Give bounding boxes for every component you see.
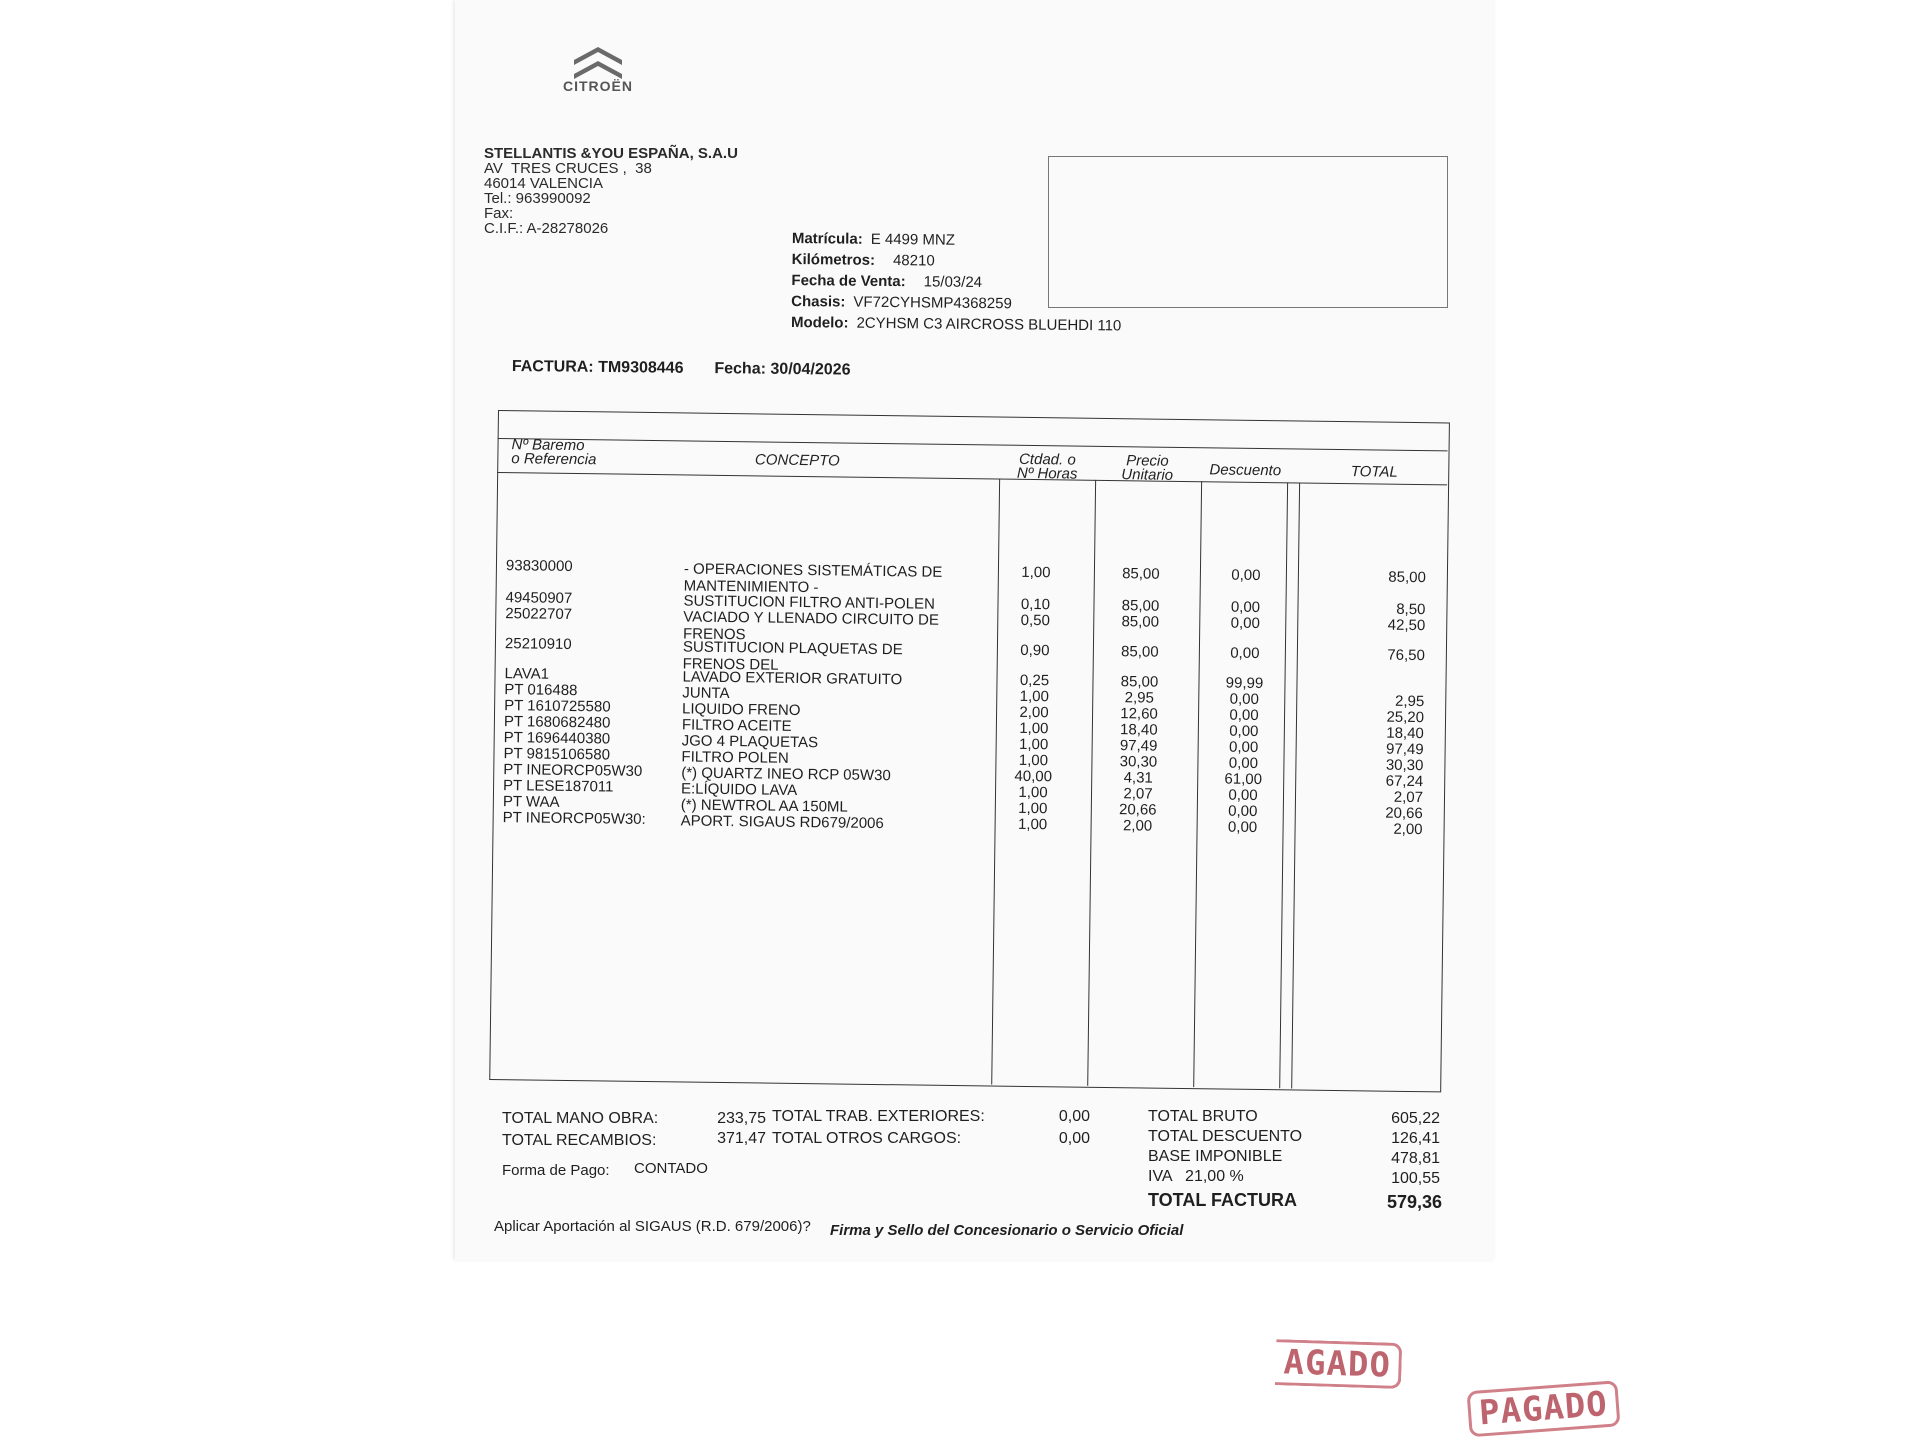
row-discount: 0,00	[1228, 738, 1259, 756]
row-concepto: APORT. SIGAUS RD679/2006	[680, 812, 884, 833]
double-chevron-icon	[570, 44, 626, 80]
row-total: 2,95	[1394, 692, 1425, 711]
company-city: 46014 VALENCIA	[484, 175, 603, 192]
row-ref: LAVA1	[504, 665, 550, 683]
row-total: 20,66	[1385, 804, 1423, 823]
paid-stamp-partial: AGADO	[1275, 1339, 1403, 1389]
row-discount: 0,00	[1228, 786, 1258, 804]
invoice-number: TM9308446	[598, 358, 684, 377]
total-trab-ext-label: TOTAL TRAB. EXTERIORES:	[772, 1108, 985, 1125]
row-total: 2,07	[1393, 788, 1424, 807]
company-address: AV TRES CRUCES , 38	[484, 160, 652, 177]
brand-name: CITROËN	[563, 78, 633, 94]
row-price: 4,31	[1123, 769, 1153, 787]
row-qty: 1,00	[1021, 563, 1051, 582]
row-total: 8,50	[1396, 600, 1426, 619]
row-total: 97,49	[1385, 740, 1424, 759]
row-price: 18,40	[1119, 721, 1158, 739]
row-ref: PT LESE187011	[502, 777, 614, 796]
paid-stamp: PAGADO	[1467, 1380, 1621, 1437]
total-factura: 579,36	[1386, 1192, 1442, 1212]
row-total	[1325, 677, 1425, 678]
row-concepto: (*) NEWTROL AA 150ML	[680, 796, 848, 816]
row-price: 2,95	[1124, 689, 1154, 707]
row-qty: 1,00	[1018, 735, 1049, 754]
row-total: 76,50	[1387, 646, 1425, 665]
row-concepto: VACIADO Y LLENADO CIRCUITO DE FRENOS	[682, 608, 940, 644]
company-name: STELLANTIS &YOU ESPAÑA, S.A.U	[484, 145, 738, 162]
company-cif: C.I.F.: A-28278026	[484, 220, 609, 237]
row-ref: PT WAA	[502, 793, 560, 811]
iva-amount: 100,55	[1391, 1170, 1440, 1187]
vehicle-km: Kilómetros: 48210	[791, 250, 935, 270]
total-otros: 0,00	[1058, 1130, 1090, 1147]
row-total: 42,50	[1387, 616, 1426, 635]
row-concepto: LIQUIDO FRENO	[681, 700, 801, 719]
row-total: 85,00	[1388, 568, 1426, 587]
row-ref: PT 9815106580	[503, 745, 611, 764]
company-tel: Tel.: 963990092	[484, 190, 591, 207]
row-qty: 40,00	[1014, 767, 1053, 786]
row-concepto: JUNTA	[682, 684, 730, 703]
vehicle-model: Modelo: 2CYHSM C3 AIRCROSS BLUEHDI 110	[790, 313, 1122, 335]
vehicle-sale-date: Fecha de Venta: 15/03/24	[791, 271, 983, 291]
row-price: 85,00	[1120, 673, 1159, 691]
vehicle-chassis: Chasis: VF72CYHSMP4368259	[791, 292, 1012, 313]
row-qty: 0,25	[1019, 671, 1050, 690]
invoice-header	[512, 358, 851, 380]
row-discount: 0,00	[1229, 690, 1259, 708]
row-concepto: - OPERACIONES SISTEMÁTICAS DE MANTENIMIENTO -	[683, 560, 943, 597]
payment-label: Forma de Pago:	[502, 1162, 610, 1179]
total-bruto: 605,22	[1391, 1110, 1440, 1127]
row-price: 20,66	[1118, 801, 1157, 819]
citroen-logo	[548, 44, 648, 94]
row-qty: 2,00	[1019, 703, 1049, 722]
row-total: 67,24	[1385, 772, 1424, 791]
row-ref: PT INEORCP05W30	[503, 761, 643, 780]
row-price: 2,00	[1122, 817, 1153, 835]
row-price: 85,00	[1121, 597, 1160, 615]
header-concepto: CONCEPTO	[754, 451, 840, 470]
header-discount: Descuento	[1209, 461, 1282, 480]
total-otros-label: TOTAL OTROS CARGOS:	[772, 1130, 962, 1147]
header-price: Precio Unitario	[1121, 452, 1174, 484]
row-price: 97,49	[1119, 737, 1158, 755]
row-discount: 61,00	[1224, 770, 1263, 789]
row-qty: 0,90	[1020, 641, 1050, 660]
row-ref: 25210910	[504, 635, 572, 653]
row-discount: 0,00	[1231, 566, 1261, 584]
iva-label: IVA 21,00 %	[1148, 1168, 1244, 1185]
total-mano-obra: 233,75	[717, 1110, 766, 1127]
row-qty: 0,50	[1020, 611, 1050, 630]
row-concepto: SUSTITUCION FILTRO ANTI-POLEN	[683, 592, 936, 613]
company-block	[484, 146, 738, 236]
row-price: 85,00	[1120, 643, 1159, 661]
row-ref: PT 016488	[504, 681, 578, 700]
row-qty: 1,00	[1019, 719, 1049, 738]
row-discount: 0,00	[1229, 706, 1259, 724]
sigaus-question: Aplicar Aportación al SIGAUS (R.D. 679/2006)?	[494, 1218, 811, 1235]
row-discount: 0,00	[1228, 802, 1258, 820]
row-discount: 0,00	[1230, 598, 1261, 616]
row-ref: PT 1610725580	[504, 697, 611, 716]
signature-label: Firma y Sello del Concesionario o Servicio Oficial	[830, 1222, 1184, 1239]
row-concepto: JGO 4 PLAQUETAS	[681, 732, 819, 752]
header-qty: Ctdad. o Nº Horas	[1016, 450, 1078, 483]
row-discount: 0,00	[1230, 614, 1260, 632]
total-mano-obra-label: TOTAL MANO OBRA:	[502, 1110, 659, 1127]
row-discount: 0,00	[1227, 818, 1258, 836]
total-bruto-label: TOTAL BRUTO	[1148, 1108, 1258, 1125]
base-imponible: 478,81	[1391, 1150, 1440, 1167]
row-discount: 0,00	[1229, 722, 1259, 740]
row-ref: PT INEORCP05W30:	[502, 809, 646, 828]
row-qty: 1,00	[1018, 799, 1048, 818]
total-descuento-label: TOTAL DESCUENTO	[1148, 1128, 1303, 1145]
total-factura-label: TOTAL FACTURA	[1148, 1190, 1297, 1210]
row-discount: 0,00	[1230, 644, 1260, 662]
row-concepto: E:LÍQUIDO LAVA	[680, 780, 798, 799]
row-price: 2,07	[1123, 785, 1153, 803]
row-qty: 1,00	[1017, 815, 1048, 834]
row-price: 12,60	[1120, 705, 1158, 723]
row-discount: 99,99	[1225, 674, 1264, 693]
row-concepto: (*) QUARTZ INEO RCP 05W30	[681, 764, 891, 785]
row-qty: 1,00	[1019, 687, 1049, 706]
total-trab-ext: 0,00	[1058, 1108, 1090, 1125]
row-price: 85,00	[1121, 613, 1160, 631]
row-concepto: SUSTITUCION PLAQUETAS DE FRENOS DEL	[682, 638, 903, 674]
total-recambios: 371,47	[717, 1130, 766, 1147]
vehicle-data	[791, 228, 1122, 336]
row-concepto: LAVADO EXTERIOR GRATUITO	[682, 668, 903, 689]
company-fax: Fax:	[484, 205, 514, 222]
invoice-date-label: Fecha:	[714, 360, 767, 378]
total-descuento: 126,41	[1391, 1130, 1440, 1147]
invoice-date: 30/04/2026	[770, 360, 851, 379]
row-qty: 0,10	[1020, 595, 1051, 614]
base-imponible-label: BASE IMPONIBLE	[1148, 1148, 1283, 1165]
row-total: 18,40	[1386, 724, 1424, 743]
row-ref: 25022707	[505, 605, 573, 623]
row-price: 85,00	[1122, 565, 1160, 583]
invoice-number-label: FACTURA:	[511, 358, 594, 376]
row-ref: PT 1696440380	[503, 729, 611, 748]
row-qty: 1,00	[1018, 751, 1049, 770]
row-concepto: FILTRO ACEITE	[681, 716, 792, 735]
row-price: 30,30	[1119, 753, 1158, 771]
vehicle-plate: Matrícula: E 4499 MNZ	[791, 229, 956, 249]
row-total: 30,30	[1385, 756, 1424, 775]
header-total: TOTAL	[1350, 463, 1398, 481]
row-ref: 93830000	[505, 557, 573, 575]
total-recambios-label: TOTAL RECAMBIOS:	[502, 1132, 657, 1149]
row-total: 2,00	[1393, 820, 1423, 839]
row-total: 25,20	[1386, 708, 1425, 727]
row-ref: 49450907	[505, 589, 573, 607]
row-ref: PT 1680682480	[503, 713, 611, 732]
header-ref: Nº Baremo o Referencia	[511, 436, 597, 469]
row-qty: 1,00	[1018, 783, 1048, 802]
row-concepto: FILTRO POLEN	[681, 748, 789, 767]
row-discount: 0,00	[1228, 754, 1259, 772]
payment-value: CONTADO	[634, 1160, 708, 1177]
